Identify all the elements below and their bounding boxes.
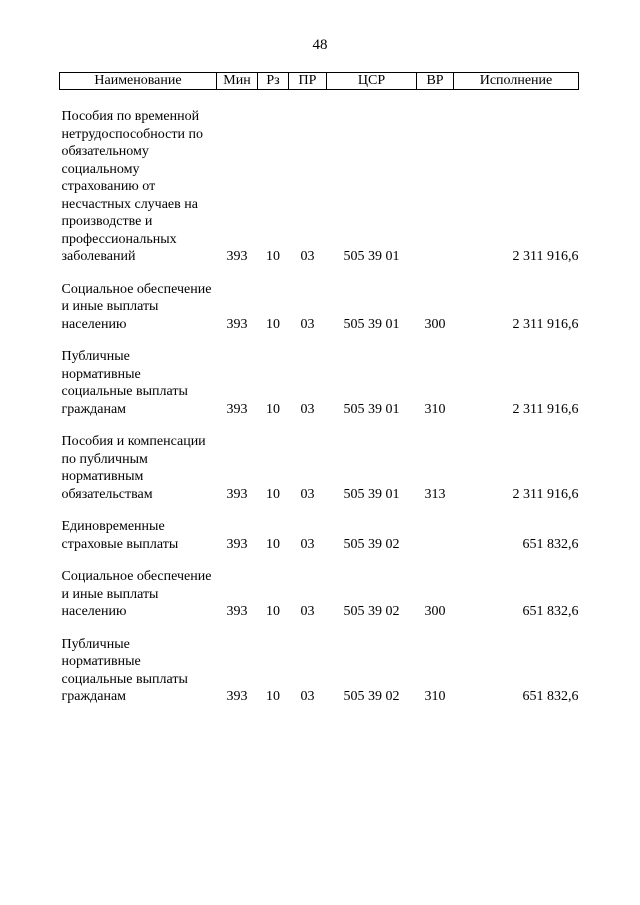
table-row [60, 518, 579, 553]
row-csr: 505 39 02 [343, 604, 400, 619]
row-pr: 03 [300, 401, 315, 417]
row-rz: 10 [266, 604, 280, 619]
header-rz: Рз [258, 73, 289, 90]
row-name: Пособия и компенсации по публичным нормативным обязательствам [61, 434, 206, 502]
table-row [60, 281, 579, 334]
page-number: 48 [312, 37, 328, 53]
header-pr: ПР [289, 73, 327, 90]
row-pr: 03 [300, 486, 315, 502]
row-vr: 313 [424, 486, 446, 502]
row-vr: 300 [424, 316, 446, 332]
row-pr: 03 [300, 604, 315, 619]
row-min: 393 [226, 249, 248, 264]
row-rz: 10 [266, 689, 280, 704]
row-exec: 651 832,6 [522, 604, 579, 619]
table-header [60, 73, 579, 90]
row-min: 393 [226, 604, 248, 619]
table-row [60, 568, 579, 621]
row-vr: 300 [424, 604, 446, 619]
row-pr: 03 [300, 249, 315, 264]
row-name: Единовременные страховые выплаты [61, 519, 179, 552]
row-rz: 10 [266, 536, 280, 552]
row-rz: 10 [266, 486, 280, 502]
row-min: 393 [226, 486, 248, 502]
row-exec: 2 311 916,6 [512, 249, 579, 264]
row-csr: 505 39 02 [343, 536, 400, 552]
row-rz: 10 [266, 401, 280, 417]
row-vr: 310 [424, 689, 446, 704]
table-row [60, 108, 579, 266]
row-pr: 03 [300, 689, 315, 704]
row-name: Пособия по временной нетрудоспособности по обязательному социальному страхованию от несчастных случаев на производстве и профессиональных заболеваний [61, 109, 203, 264]
row-pr: 03 [300, 536, 315, 552]
row-name: Публичные нормативные социальные выплаты гражданам [61, 636, 188, 704]
row-vr [417, 108, 454, 266]
header-csr: ЦСР [327, 73, 417, 90]
row-exec: 2 311 916,6 [512, 486, 579, 502]
row-csr: 505 39 01 [343, 401, 400, 417]
header-exec: Исполнение [454, 73, 579, 90]
row-min: 393 [226, 316, 248, 332]
row-rz: 10 [266, 249, 280, 264]
row-pr: 03 [300, 316, 315, 332]
row-csr: 505 39 01 [343, 249, 400, 264]
row-rz: 10 [266, 316, 280, 332]
header-name: Наименование [60, 73, 217, 90]
row-csr: 505 39 01 [343, 486, 400, 502]
table-row [60, 636, 579, 706]
row-min: 393 [226, 536, 248, 552]
row-min: 393 [226, 689, 248, 704]
row-csr: 505 39 01 [343, 316, 400, 332]
header-vr: ВР [417, 73, 454, 90]
row-name: Социальное обеспечение и иные выплаты населению [61, 281, 212, 332]
table-row [60, 348, 579, 418]
row-exec: 651 832,6 [522, 536, 579, 552]
table-row [60, 433, 579, 503]
row-name: Публичные нормативные социальные выплаты гражданам [61, 349, 188, 417]
row-name: Социальное обеспечение и иные выплаты населению [61, 569, 212, 619]
budget-execution-table [59, 72, 579, 706]
row-min: 393 [226, 401, 248, 417]
header-min: Мин [217, 73, 258, 90]
row-exec: 2 311 916,6 [512, 401, 579, 417]
row-vr: 310 [424, 401, 446, 417]
row-exec: 651 832,6 [522, 689, 579, 704]
row-csr: 505 39 02 [343, 689, 400, 704]
row-vr [417, 518, 454, 553]
row-exec: 2 311 916,6 [512, 316, 579, 332]
